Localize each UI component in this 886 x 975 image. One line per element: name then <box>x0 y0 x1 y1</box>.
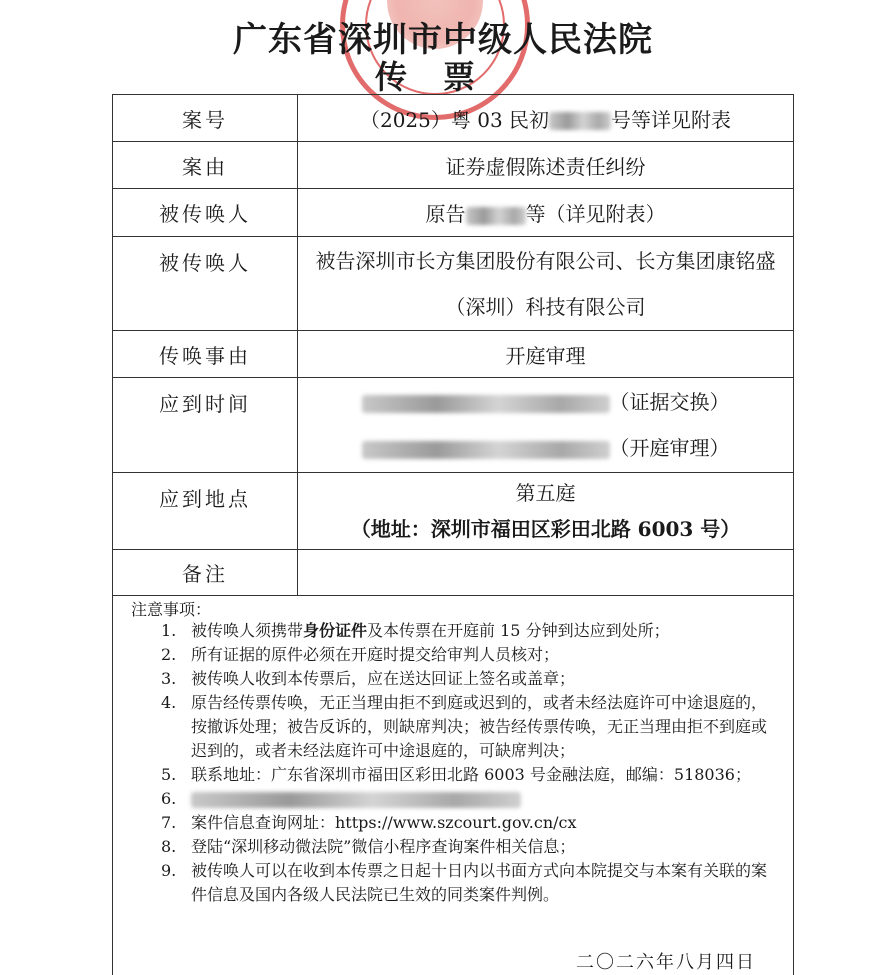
summoned-defendant-value <box>298 237 794 331</box>
note-item-2 <box>161 643 781 667</box>
note-text <box>191 619 776 643</box>
place-row <box>113 473 794 550</box>
place-label: 应到地点 <box>113 473 298 550</box>
note-item-1 <box>161 619 781 643</box>
remark-label: 备注 <box>113 550 298 596</box>
plaintiff-prefix: 原告 <box>425 202 466 226</box>
time-label: 应到时间 <box>113 378 298 473</box>
defendant-line-1: 被告深圳市长方集团股份有限公司、长方集团康铭盛 <box>315 248 776 273</box>
note-number: 1. <box>161 621 177 640</box>
note-item-7 <box>161 811 781 835</box>
place-value <box>298 473 794 550</box>
note-text <box>191 787 776 811</box>
note-number: 7. <box>161 813 177 832</box>
note-item-3 <box>161 667 781 691</box>
note-text: 所有证据的原件必须在开庭时提交给审判人员核对； <box>191 645 560 664</box>
note-text: 被传唤人收到本传票后，应在送达回证上签名或盖章； <box>191 669 576 688</box>
note-item-4 <box>161 691 781 763</box>
evidence-exchange-note: （证据交换） <box>609 390 730 414</box>
redacted-exchange-time <box>362 395 610 413</box>
reason-label: 传唤事由 <box>113 331 298 378</box>
note-number: 8. <box>161 837 177 856</box>
time-value <box>298 378 794 473</box>
remark-row <box>113 550 794 596</box>
summons-table <box>112 94 794 596</box>
note-item-9 <box>161 859 781 907</box>
time-line-2 <box>298 425 793 471</box>
case-no-suffix: 号等详见附表 <box>611 107 732 132</box>
reason-value: 开庭审理 <box>298 331 794 378</box>
case-no-value <box>298 95 794 142</box>
note-number: 5. <box>161 765 177 784</box>
cause-label: 案由 <box>113 142 298 189</box>
summoned-plaintiff-row <box>113 189 794 237</box>
note-text: 被传唤人可以在收到本传票之日起十日内以书面方式向本院提交与本案有关联的案件信息及国内各级人民法院已生效的同类案件判例。 <box>191 861 768 904</box>
time-line-1 <box>298 379 793 425</box>
note-item-6 <box>161 787 781 811</box>
note-number: 3. <box>161 669 177 688</box>
note-text: 原告经传票传唤，无正当理由拒不到庭或迟到的，或者未经法庭许可中途退庭的，按撤诉处理；被告反诉的，则缺席判决；被告经传票传唤，无正当理由拒不到庭或迟到的，或者未经法庭许可中途退庭的，可缺席判决； <box>191 693 768 760</box>
remark-value <box>298 550 794 596</box>
case-no-row <box>113 95 794 142</box>
plaintiff-suffix: 等（详见附表） <box>525 202 666 226</box>
note-text: 登陆“深圳移动微法院”微信小程序查询案件相关信息； <box>191 837 576 856</box>
issue-date: 二〇二六年八月四日 <box>576 952 756 973</box>
cause-row <box>113 142 794 189</box>
note-text: 案件信息查询网址：https://www.szcourt.gov.cn/cx <box>191 813 577 832</box>
summoned-plaintiff-value <box>298 189 794 237</box>
redacted-case-number <box>549 112 611 130</box>
note-item-8 <box>161 835 781 859</box>
note-number: 2. <box>161 645 177 664</box>
summoned-label: 被传唤人 <box>113 237 298 331</box>
reason-row <box>113 331 794 378</box>
court-title: 广东省深圳市中级人民法院 <box>233 20 653 60</box>
note-number: 6. <box>161 789 177 808</box>
notes-title: 注意事项： <box>131 600 212 619</box>
note-text-pre: 被传唤人须携带 <box>191 621 304 640</box>
hearing-note: （开庭审理） <box>609 436 730 460</box>
court-address: （地址：深圳市福田区彩田北路 6003 号） <box>350 517 741 541</box>
notes-section <box>112 595 794 975</box>
note-item-5 <box>161 763 781 787</box>
case-no-prefix: （2025）粤 03 民初 <box>359 107 550 132</box>
note-number: 4. <box>161 693 177 712</box>
summoned-label: 被传唤人 <box>113 189 298 237</box>
note-text-post: 及本传票在开庭前 15 分钟到达应到处所； <box>367 621 670 640</box>
document-title: 传票 <box>374 58 511 96</box>
summoned-defendant-row <box>113 237 794 331</box>
courtroom-name: 第五庭 <box>515 481 576 505</box>
cause-value: 证券虚假陈述责任纠纷 <box>298 142 794 189</box>
case-no-label: 案号 <box>113 95 298 142</box>
redacted-hearing-time <box>362 441 610 459</box>
redacted-plaintiff-name <box>466 207 526 225</box>
defendant-line-2: （深圳）科技有限公司 <box>445 294 646 319</box>
note-text: 联系地址：广东省深圳市福田区彩田北路 6003 号金融法庭，邮编：518036； <box>191 765 751 784</box>
redacted-contact-info <box>191 792 521 808</box>
note-number: 9. <box>161 861 177 880</box>
note-text-bold: 身份证件 <box>303 621 368 640</box>
time-row <box>113 378 794 473</box>
